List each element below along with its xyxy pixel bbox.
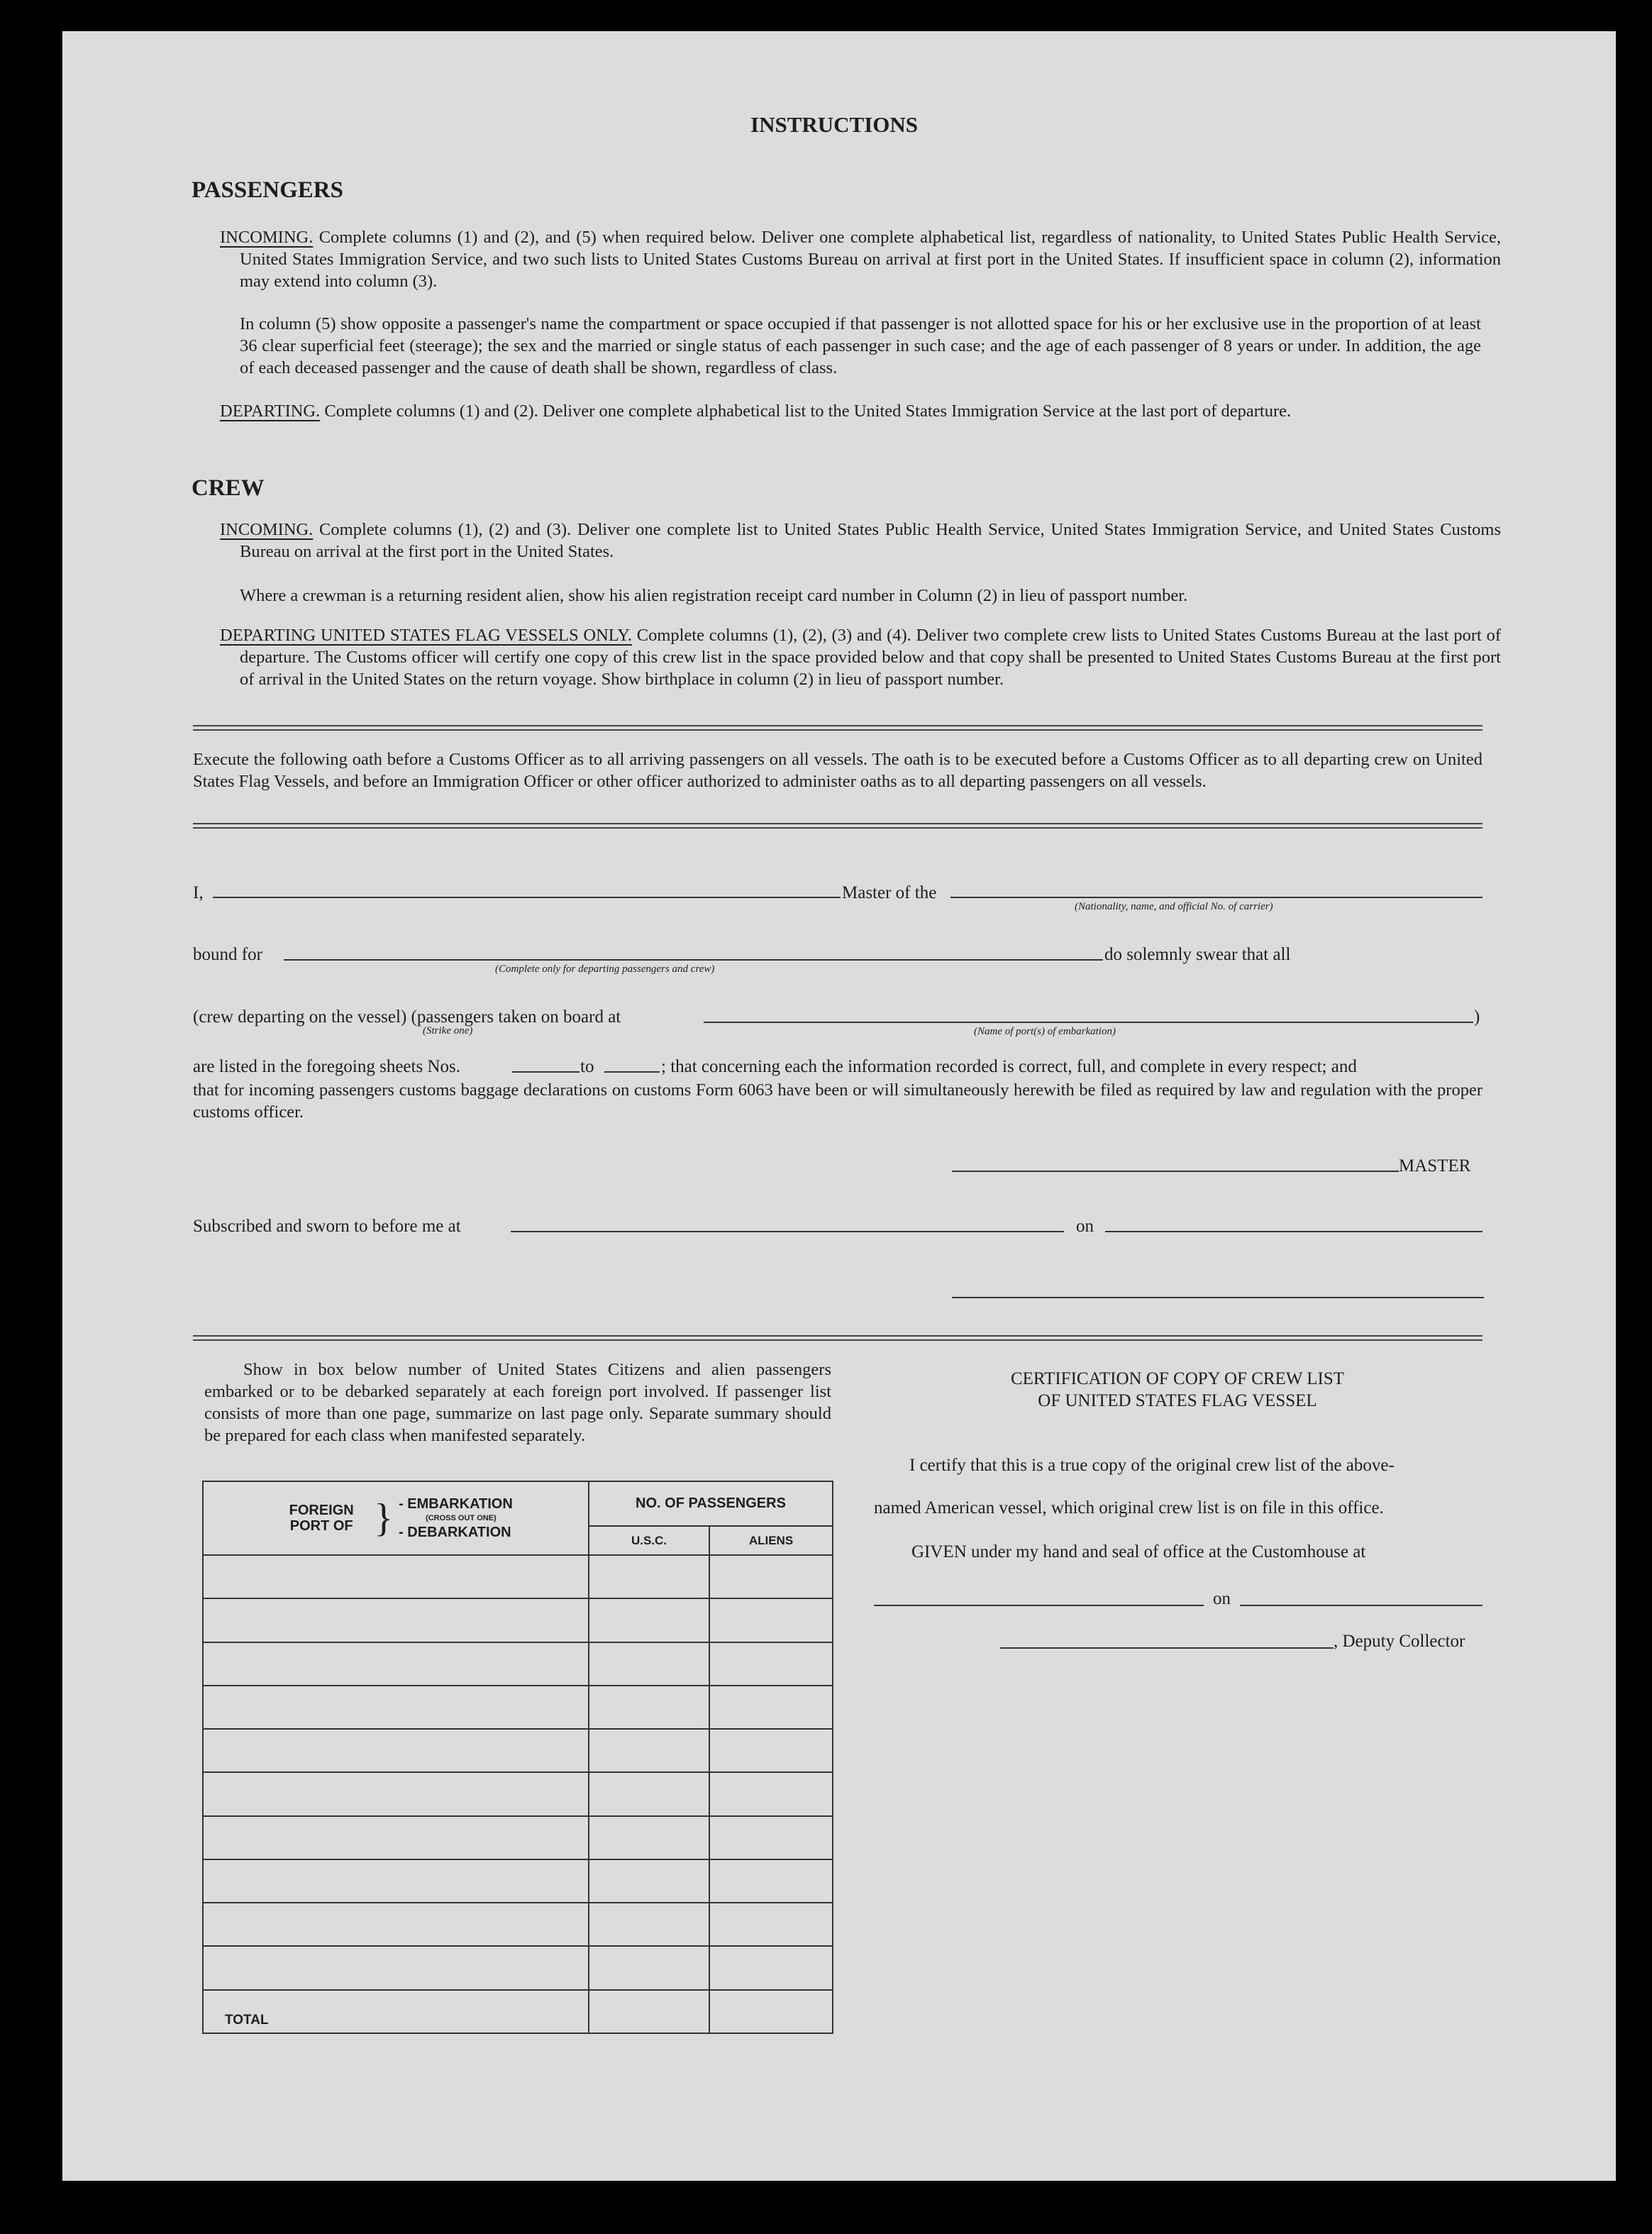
debarkation-label: - DEBARKATION <box>399 1525 511 1541</box>
embarkation-label: - EMBARKATION <box>399 1496 513 1513</box>
aliens-cell[interactable] <box>709 1946 833 1989</box>
crew-departing-option: (crew departing on the vessel) (passengers taken on board at <box>193 1007 621 1027</box>
section-divider <box>193 725 1482 731</box>
officer-signature-line[interactable] <box>952 1297 1484 1298</box>
aliens-cell[interactable] <box>709 1686 833 1729</box>
passengers-incoming-paragraph <box>220 226 1501 292</box>
no-passengers-header: NO. OF PASSENGERS <box>589 1481 833 1526</box>
passengers-departing-paragraph <box>220 400 1501 422</box>
aliens-cell[interactable] <box>709 1816 833 1859</box>
strike-one-caption: (Strike one) <box>423 1025 473 1036</box>
sworn-place-line[interactable] <box>511 1231 1064 1232</box>
port-cell[interactable] <box>203 1859 589 1903</box>
certification-title-line1: CERTIFICATION OF COPY OF CREW LIST <box>1010 1369 1345 1388</box>
certification-title <box>872 1368 1482 1412</box>
crew-incoming-text: Complete columns (1), (2) and (3). Deliver one complete list to United States Public Health Service, United States Immigration Service, and United States Customs Bureau on arrival at the first port in the United States. <box>240 520 1501 561</box>
usc-cell[interactable] <box>589 1772 709 1815</box>
customhouse-place-line[interactable] <box>874 1605 1204 1606</box>
passengers-heading: PASSENGERS <box>192 177 343 203</box>
usc-cell[interactable] <box>589 1859 709 1903</box>
bound-for-line[interactable] <box>284 959 1103 961</box>
aliens-cell[interactable] <box>709 1772 833 1815</box>
carrier-line[interactable] <box>950 897 1482 898</box>
bound-for-label: bound for <box>193 945 262 964</box>
oath-instruction: Execute the following oath before a Customs Officer as to all arriving passengers on all vessels. The oath is to be executed before a Customs Officer as to all departing crew on United States Flag Vessels, and before an Immigration Officer or other officer authorized to administer oaths as to all departing passengers on all vessels. <box>193 750 1482 791</box>
crew-resident-paragraph: Where a crewman is a returning resident alien, show his alien registration receipt card number in Column (2) in lieu of passport number. <box>240 586 1188 605</box>
listed-text-a: are listed in the foregoing sheets Nos. <box>193 1057 460 1076</box>
summary-instruction: Show in box below number of United States Citizens and alien passengers embarked or to be debarked separately at each foreign port involved. If passenger list consists of more than one page, summarize on last page only. Separate summary should be prepared for each class when manifested separately. <box>204 1360 831 1445</box>
subscribed-label: Subscribed and sworn to before me at <box>193 1217 461 1236</box>
crew-incoming-label: INCOMING. <box>220 520 314 539</box>
certification-on-label: on <box>1213 1589 1231 1608</box>
aliens-cell[interactable] <box>709 1729 833 1772</box>
crew-heading: CREW <box>192 475 265 501</box>
master-of-label: Master of the <box>842 883 937 902</box>
usc-cell[interactable] <box>589 1686 709 1729</box>
page-title: INSTRUCTIONS <box>750 112 919 137</box>
usc-cell[interactable] <box>589 1816 709 1859</box>
master-label: MASTER <box>1399 1156 1471 1176</box>
port-cell[interactable] <box>203 1555 589 1598</box>
listed-to: to <box>580 1057 594 1076</box>
section-divider <box>193 1335 1482 1341</box>
certify-line2: named American vessel, which original crew list is on file in this office. <box>874 1498 1384 1517</box>
aliens-header: ALIENS <box>709 1526 833 1555</box>
usc-cell[interactable] <box>589 1729 709 1772</box>
port-cell[interactable] <box>203 1772 589 1815</box>
crew-departing-label: DEPARTING UNITED STATES FLAG VESSELS ONLY. <box>220 626 632 645</box>
crew-departing-paragraph <box>220 624 1501 690</box>
bound-for-caption: (Complete only for departing passengers and crew) <box>495 963 715 975</box>
deputy-collector-label: , Deputy Collector <box>1334 1632 1465 1651</box>
port-cell[interactable] <box>203 1642 589 1686</box>
certification-title-line2: OF UNITED STATES FLAG VESSEL <box>1038 1391 1317 1410</box>
passengers-departing-label: DEPARTING. <box>220 402 321 421</box>
aliens-cell[interactable] <box>709 1642 833 1686</box>
port-cell[interactable] <box>203 1686 589 1729</box>
certification-date-line[interactable] <box>1240 1605 1482 1606</box>
usc-cell[interactable] <box>589 1598 709 1642</box>
usc-cell[interactable] <box>589 1642 709 1686</box>
cross-out-label: (CROSS OUT ONE) <box>426 1514 497 1523</box>
carrier-caption: (Nationality, name, and official No. of carrier) <box>1075 901 1273 912</box>
port-cell[interactable] <box>203 1598 589 1642</box>
port-cell[interactable] <box>203 1903 589 1946</box>
total-label: TOTAL <box>203 1990 589 2033</box>
foreign-port-label: FOREIGN PORT OF <box>289 1503 354 1535</box>
deputy-signature-line[interactable] <box>1000 1647 1334 1649</box>
sworn-date-line[interactable] <box>1105 1231 1482 1232</box>
passengers-incoming-label: INCOMING. <box>220 228 314 247</box>
passenger-summary-table <box>202 1481 833 2034</box>
listed-text-b: ; that concerning each the information recorded is correct, full, and complete in every respect; and <box>661 1057 1357 1076</box>
foreign-port-header <box>203 1481 589 1555</box>
port-cell[interactable] <box>203 1816 589 1859</box>
usc-cell[interactable] <box>589 1555 709 1598</box>
port-cell[interactable] <box>203 1729 589 1772</box>
crew-departing-text: Complete columns (1), (2), (3) and (4). Deliver two complete crew lists to United States Customs Bureau at the last port of departure. The Customs officer will certify one copy of this crew list in the space provided below and that copy shall be presented to United States Customs Bureau at the first port of arrival in the United States on the return voyage. Show birthplace in column (2) in lieu of passport number. <box>240 626 1501 689</box>
brace-mark: } <box>374 1496 394 1541</box>
aliens-cell[interactable] <box>709 1598 833 1642</box>
aliens-cell[interactable] <box>709 1859 833 1903</box>
section-divider <box>193 823 1482 829</box>
usc-header: U.S.C. <box>589 1526 709 1555</box>
passengers-departing-text: Complete columns (1) and (2). Deliver one complete alphabetical list to the United States Immigration Service at the last port of departure. <box>320 402 1292 421</box>
passengers-column5-paragraph: In column (5) show opposite a passenger's name the compartment or space occupied if that passenger is not allotted space for his or her exclusive use in the proportion of at least 36 clear superficial feet (steerage); the sex and the married or single status of each passenger in such case; and the age of each passenger of 8 years or under. In addition, the age of each deceased passenger and the cause of death shall be shown, regardless of class. <box>240 314 1481 377</box>
total-usc-cell[interactable] <box>589 1990 709 2033</box>
port-cell[interactable] <box>203 1946 589 1989</box>
master-name-line[interactable] <box>213 897 841 898</box>
aliens-cell[interactable] <box>709 1903 833 1946</box>
usc-cell[interactable] <box>589 1946 709 1989</box>
ports-caption: (Name of port(s) of embarkation) <box>974 1026 1116 1037</box>
usc-cell[interactable] <box>589 1903 709 1946</box>
given-text: GIVEN under my hand and seal of office at the Customhouse at <box>911 1542 1366 1561</box>
aliens-cell[interactable] <box>709 1555 833 1598</box>
passengers-incoming-text: Complete columns (1) and (2), and (5) when required below. Deliver one complete alphabetical list, regardless of nationality, to United States Public Health Service, United States Immigration Service, and two such lists to United States Customs Bureau on arrival at first port in the United States. If insufficient space in column (2), information may extend into column (3). <box>240 228 1501 291</box>
swear-text: do solemnly swear that all <box>1104 945 1291 964</box>
oath-i-label: I, <box>193 883 204 902</box>
sworn-on-label: on <box>1076 1217 1094 1236</box>
ports-line[interactable] <box>704 1022 1473 1023</box>
sheet-from-line[interactable] <box>512 1071 580 1073</box>
crew-incoming-paragraph <box>220 519 1501 563</box>
total-aliens-cell[interactable] <box>709 1990 833 2033</box>
certify-line1: I certify that this is a true copy of the original crew list of the above- <box>909 1456 1395 1475</box>
master-signature-line[interactable] <box>952 1171 1399 1172</box>
listed-text-c: that for incoming passengers customs baggage declarations on customs Form 6063 have been or will simultaneously herewith be filed as required by law and regulation with the proper customs officer. <box>193 1080 1482 1122</box>
sheet-to-line[interactable] <box>604 1071 660 1073</box>
ports-close-paren: ) <box>1474 1007 1480 1027</box>
